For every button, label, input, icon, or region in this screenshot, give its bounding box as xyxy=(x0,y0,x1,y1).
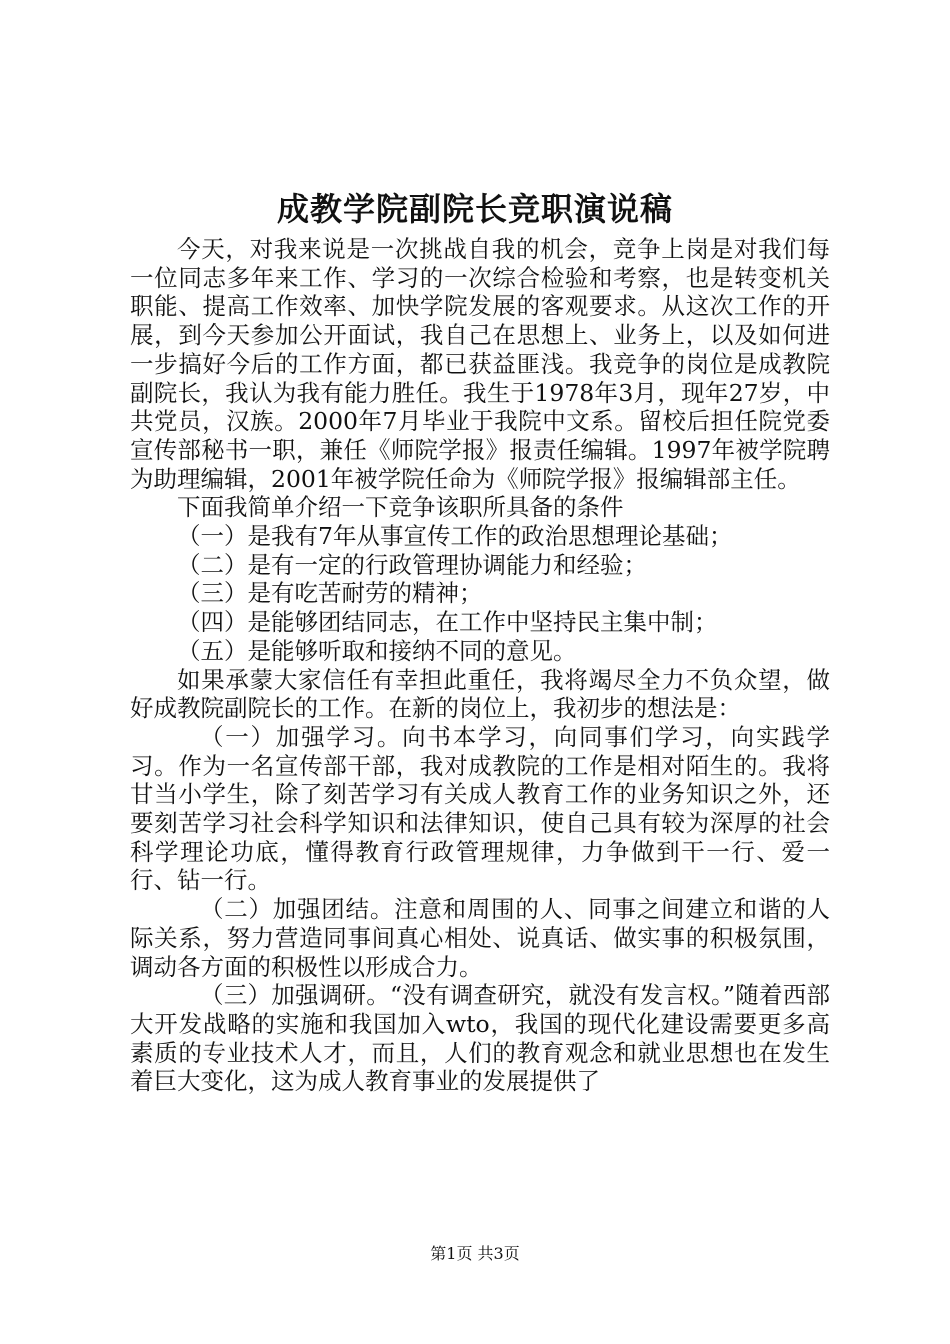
document-title: 成教学院副院长竞职演说稿 xyxy=(276,190,673,228)
plan-paragraph-study: （一）加强学习。向书本学习，向同事们学习，向实践学习。作为一名宣传部干部，我对成教院的工作是相对陌生的。我将甘当小学生，除了刻苦学习有关成人教育工作的业务知识之外，还要刻苦学习社会科学知识和法律知识，使自己具有较为深厚的社会科学理论功底，懂得教育行政管理规律，力争做到干一行、爱一行、钻一行。 xyxy=(130,722,830,895)
intro-paragraph: 今天，对我来说是一次挑战自我的机会，竞争上岗是对我们每一位同志多年来工作、学习的一次综合检验和考察，也是转变机关职能、提高工作效率、加快学院发展的客观要求。从这次工作的开展，到今天参加公开面试，我自己在思想上、业务上，以及如何进一步搞好今后的工作方面，都已获益匪浅。我竞争的岗位是成教院副院长，我认为我有能力胜任。我生于1978年3月，现年27岁，中共党员，汉族。2000年7月毕业于我院中文系。留校后担任院党委宣传部秘书一职，兼任《师院学报》报责任编辑。1997年被学院聘为助理编辑，2001年被学院任命为《师院学报》报编辑部主任。 xyxy=(130,235,830,493)
conditions-list xyxy=(130,522,830,666)
conditions-intro-paragraph: 下面我简单介绍一下竞争该职所具备的条件 xyxy=(177,493,624,522)
commitment-paragraph: 如果承蒙大家信任有幸担此重任，我将竭尽全力不负众望，做好成教院副院长的工作。在新的岗位上，我初步的想法是： xyxy=(130,665,830,723)
document-body xyxy=(130,235,830,1096)
page-number-footer: 第1页 共3页 xyxy=(430,1244,520,1263)
condition-item: （一）是我有7年从事宣传工作的政治思想理论基础； xyxy=(177,522,733,551)
condition-item: （四）是能够团结同志，在工作中坚持民主集中制； xyxy=(177,608,718,637)
condition-item: （二）是有一定的行政管理协调能力和经验； xyxy=(177,550,647,579)
plan-paragraph-unity: （二）加强团结。注意和周围的人、同事之间建立和谐的人际关系，努力营造同事间真心相处、说真话、做实事的积极氛围，调动各方面的积极性以形成合力。 xyxy=(130,895,830,981)
condition-item: （三）是有吃苦耐劳的精神； xyxy=(177,579,483,608)
condition-item: （五）是能够听取和接纳不同的意见。 xyxy=(177,636,577,665)
plan-paragraph-research: （三）加强调研。“没有调查研究，就没有发言权。”随着西部大开发战略的实施和我国加入wto，我国的现代化建设需要更多高素质的专业技术人才，而且，人们的教育观念和就业思想也在发生着巨大变化，这为成人教育事业的发展提供了 xyxy=(130,981,830,1096)
